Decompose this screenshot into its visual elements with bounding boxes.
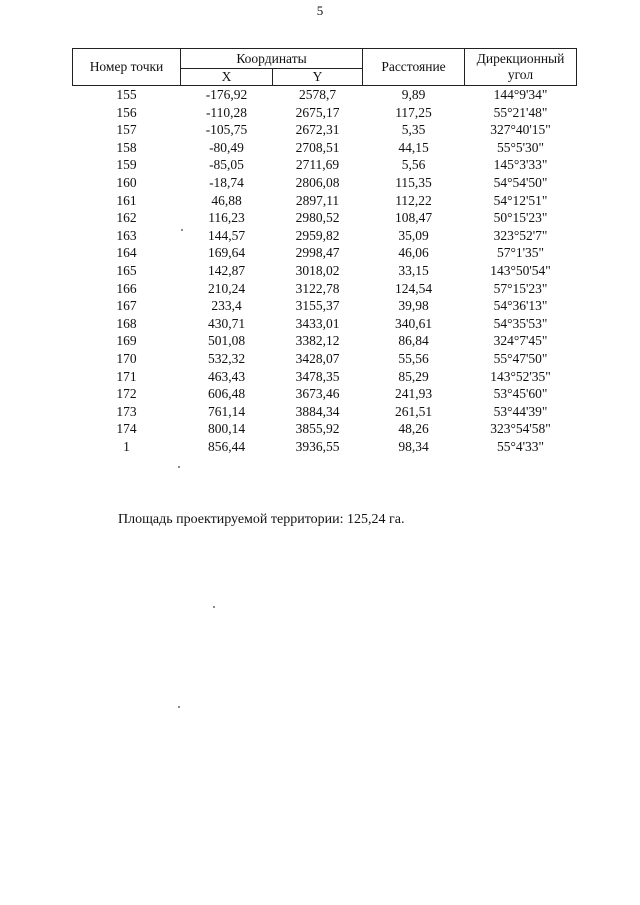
cell-point: 161 bbox=[116, 192, 137, 208]
cell-x: -110,28 bbox=[205, 104, 248, 120]
cell-angle: 143°52'35" bbox=[490, 368, 551, 384]
cell-y: 3673,46 bbox=[295, 386, 340, 402]
cell-angle: 54°54'50" bbox=[493, 174, 548, 190]
cell-y: 2806,08 bbox=[295, 174, 340, 190]
table-row bbox=[73, 403, 577, 421]
cell-x: 501,08 bbox=[207, 333, 246, 349]
table-body bbox=[73, 86, 577, 456]
cell-y: 3428,07 bbox=[295, 350, 340, 366]
cell-point: 155 bbox=[116, 87, 137, 102]
cell-point: 171 bbox=[116, 368, 137, 384]
cell-angle: 327°40'15" bbox=[490, 122, 551, 138]
cell-x: 233,4 bbox=[211, 298, 242, 314]
table-row bbox=[73, 86, 577, 104]
cell-point: 162 bbox=[116, 210, 137, 226]
cell-distance: 108,47 bbox=[394, 210, 433, 226]
cell-point: 173 bbox=[116, 403, 137, 419]
cell-y: 3018,02 bbox=[295, 262, 340, 278]
cell-point: 170 bbox=[116, 350, 137, 366]
cell-point: 158 bbox=[116, 139, 137, 155]
cell-angle: 57°1'35" bbox=[496, 245, 545, 261]
cell-distance: 5,35 bbox=[401, 122, 426, 138]
cell-x: 144,57 bbox=[207, 227, 246, 243]
cell-angle: 55°4'33" bbox=[496, 438, 545, 454]
table-row bbox=[73, 209, 577, 227]
cell-y: 2980,52 bbox=[295, 210, 340, 226]
cell-distance: 117,25 bbox=[395, 104, 432, 120]
cell-x: 210,24 bbox=[207, 280, 246, 296]
cell-y: 3884,34 bbox=[295, 403, 340, 419]
project-area-text: Площадь проектируемой территории: 125,24 га. bbox=[118, 512, 405, 527]
cell-y: 2675,17 bbox=[295, 104, 340, 120]
cell-point: 164 bbox=[116, 245, 137, 261]
cell-angle: 324°7'45" bbox=[493, 333, 548, 349]
cell-x: 463,43 bbox=[207, 368, 246, 384]
header-directional-angle: Дирекционный угол bbox=[465, 49, 577, 86]
cell-point: 159 bbox=[116, 157, 137, 173]
cell-angle: 323°52'7" bbox=[493, 227, 548, 243]
cell-angle: 55°21'48" bbox=[493, 104, 548, 120]
cell-y: 2998,47 bbox=[295, 245, 340, 261]
cell-distance: 112,22 bbox=[395, 192, 432, 208]
cell-x: 169,64 bbox=[207, 245, 246, 261]
table-row bbox=[73, 227, 577, 245]
cell-x: -18,74 bbox=[209, 174, 244, 190]
cell-x: -80,49 bbox=[209, 139, 244, 155]
cell-distance: 39,98 bbox=[398, 298, 429, 314]
cell-point: 172 bbox=[116, 386, 137, 402]
table-row bbox=[73, 350, 577, 368]
cell-y: 3433,01 bbox=[295, 315, 340, 331]
cell-x: 142,87 bbox=[207, 262, 246, 278]
scan-speck bbox=[178, 466, 180, 468]
cell-x: 761,14 bbox=[207, 403, 246, 419]
scan-speck bbox=[181, 229, 183, 231]
scan-speck bbox=[213, 606, 215, 608]
cell-x: 116,23 bbox=[208, 210, 245, 226]
cell-distance: 340,61 bbox=[394, 315, 433, 331]
header-y: Y bbox=[273, 69, 363, 86]
cell-point: 168 bbox=[116, 315, 137, 331]
cell-y: 2959,82 bbox=[295, 227, 340, 243]
cell-angle: 145°3'33" bbox=[493, 157, 548, 173]
cell-y: 3382,12 bbox=[295, 333, 340, 349]
cell-point: 169 bbox=[116, 333, 137, 349]
table-row bbox=[73, 332, 577, 350]
coordinates-table bbox=[72, 48, 577, 455]
cell-x: 46,88 bbox=[211, 192, 242, 208]
table-row bbox=[73, 121, 577, 139]
cell-x: 430,71 bbox=[207, 315, 246, 331]
header-coordinates: Координаты bbox=[181, 49, 363, 69]
cell-distance: 5,56 bbox=[401, 157, 426, 173]
cell-distance: 9,89 bbox=[401, 87, 426, 102]
cell-angle: 55°5'30" bbox=[496, 139, 545, 155]
cell-distance: 124,54 bbox=[394, 280, 433, 296]
cell-distance: 86,84 bbox=[398, 333, 429, 349]
table-row bbox=[73, 156, 577, 174]
cell-point: 167 bbox=[116, 298, 137, 314]
table-row bbox=[73, 420, 577, 438]
cell-angle: 53°45'60" bbox=[493, 386, 548, 402]
cell-point: 166 bbox=[116, 280, 137, 296]
table-row bbox=[73, 262, 577, 280]
table-row bbox=[73, 368, 577, 386]
cell-angle: 323°54'58" bbox=[490, 421, 551, 437]
table-row bbox=[73, 174, 577, 192]
cell-y: 2578,7 bbox=[298, 87, 337, 102]
header-distance: Расстояние bbox=[363, 49, 465, 86]
cell-x: -105,75 bbox=[205, 122, 248, 138]
table-row bbox=[73, 139, 577, 157]
table-row bbox=[73, 385, 577, 403]
cell-point: 165 bbox=[116, 262, 137, 278]
cell-distance: 98,34 bbox=[398, 438, 429, 454]
cell-angle: 54°36'13" bbox=[493, 298, 548, 314]
cell-x: 606,48 bbox=[207, 386, 246, 402]
page-number: 5 bbox=[316, 3, 324, 18]
cell-distance: 46,06 bbox=[398, 245, 429, 261]
cell-y: 2672,31 bbox=[295, 122, 340, 138]
cell-distance: 33,15 bbox=[398, 262, 429, 278]
cell-y: 3155,37 bbox=[295, 298, 340, 314]
cell-angle: 57°15'23" bbox=[493, 280, 548, 296]
cell-point: 1 bbox=[123, 438, 130, 454]
scan-speck bbox=[178, 706, 180, 708]
cell-angle: 143°50'54" bbox=[490, 262, 551, 278]
cell-point: 157 bbox=[116, 122, 137, 138]
cell-distance: 115,35 bbox=[395, 174, 432, 190]
cell-x: -85,05 bbox=[209, 157, 244, 173]
cell-angle: 54°12'51" bbox=[493, 192, 548, 208]
header-point-number: Номер точки bbox=[73, 49, 181, 86]
table-row bbox=[73, 297, 577, 315]
cell-distance: 261,51 bbox=[394, 403, 433, 419]
table-row bbox=[73, 104, 577, 122]
cell-point: 156 bbox=[116, 104, 137, 120]
table-row bbox=[73, 192, 577, 210]
cell-point: 160 bbox=[116, 174, 137, 190]
cell-angle: 144°9'34" bbox=[493, 87, 548, 102]
cell-y: 2711,69 bbox=[295, 157, 340, 173]
cell-angle: 53°44'39" bbox=[493, 403, 548, 419]
cell-y: 2708,51 bbox=[295, 139, 340, 155]
cell-y: 3855,92 bbox=[295, 421, 340, 437]
cell-y: 3478,35 bbox=[295, 368, 340, 384]
cell-x: 856,44 bbox=[207, 438, 246, 454]
cell-y: 3122,78 bbox=[295, 280, 340, 296]
cell-distance: 241,93 bbox=[394, 386, 433, 402]
cell-distance: 48,26 bbox=[398, 421, 429, 437]
cell-y: 3936,55 bbox=[295, 438, 340, 454]
cell-distance: 55,56 bbox=[398, 350, 429, 366]
cell-distance: 35,09 bbox=[398, 227, 429, 243]
cell-distance: 44,15 bbox=[398, 139, 429, 155]
cell-point: 174 bbox=[116, 421, 137, 437]
cell-x: 532,32 bbox=[207, 350, 246, 366]
cell-x: 800,14 bbox=[207, 421, 246, 437]
cell-angle: 55°47'50" bbox=[493, 350, 548, 366]
table-row bbox=[73, 315, 577, 333]
cell-x: -176,92 bbox=[205, 87, 248, 102]
cell-y: 2897,11 bbox=[295, 192, 340, 208]
cell-distance: 85,29 bbox=[398, 368, 429, 384]
table-row bbox=[73, 280, 577, 298]
header-x: X bbox=[181, 69, 273, 86]
cell-angle: 50°15'23" bbox=[493, 210, 548, 226]
table-row bbox=[73, 438, 577, 456]
cell-point: 163 bbox=[116, 227, 137, 243]
table-row bbox=[73, 244, 577, 262]
cell-angle: 54°35'53" bbox=[493, 315, 548, 331]
